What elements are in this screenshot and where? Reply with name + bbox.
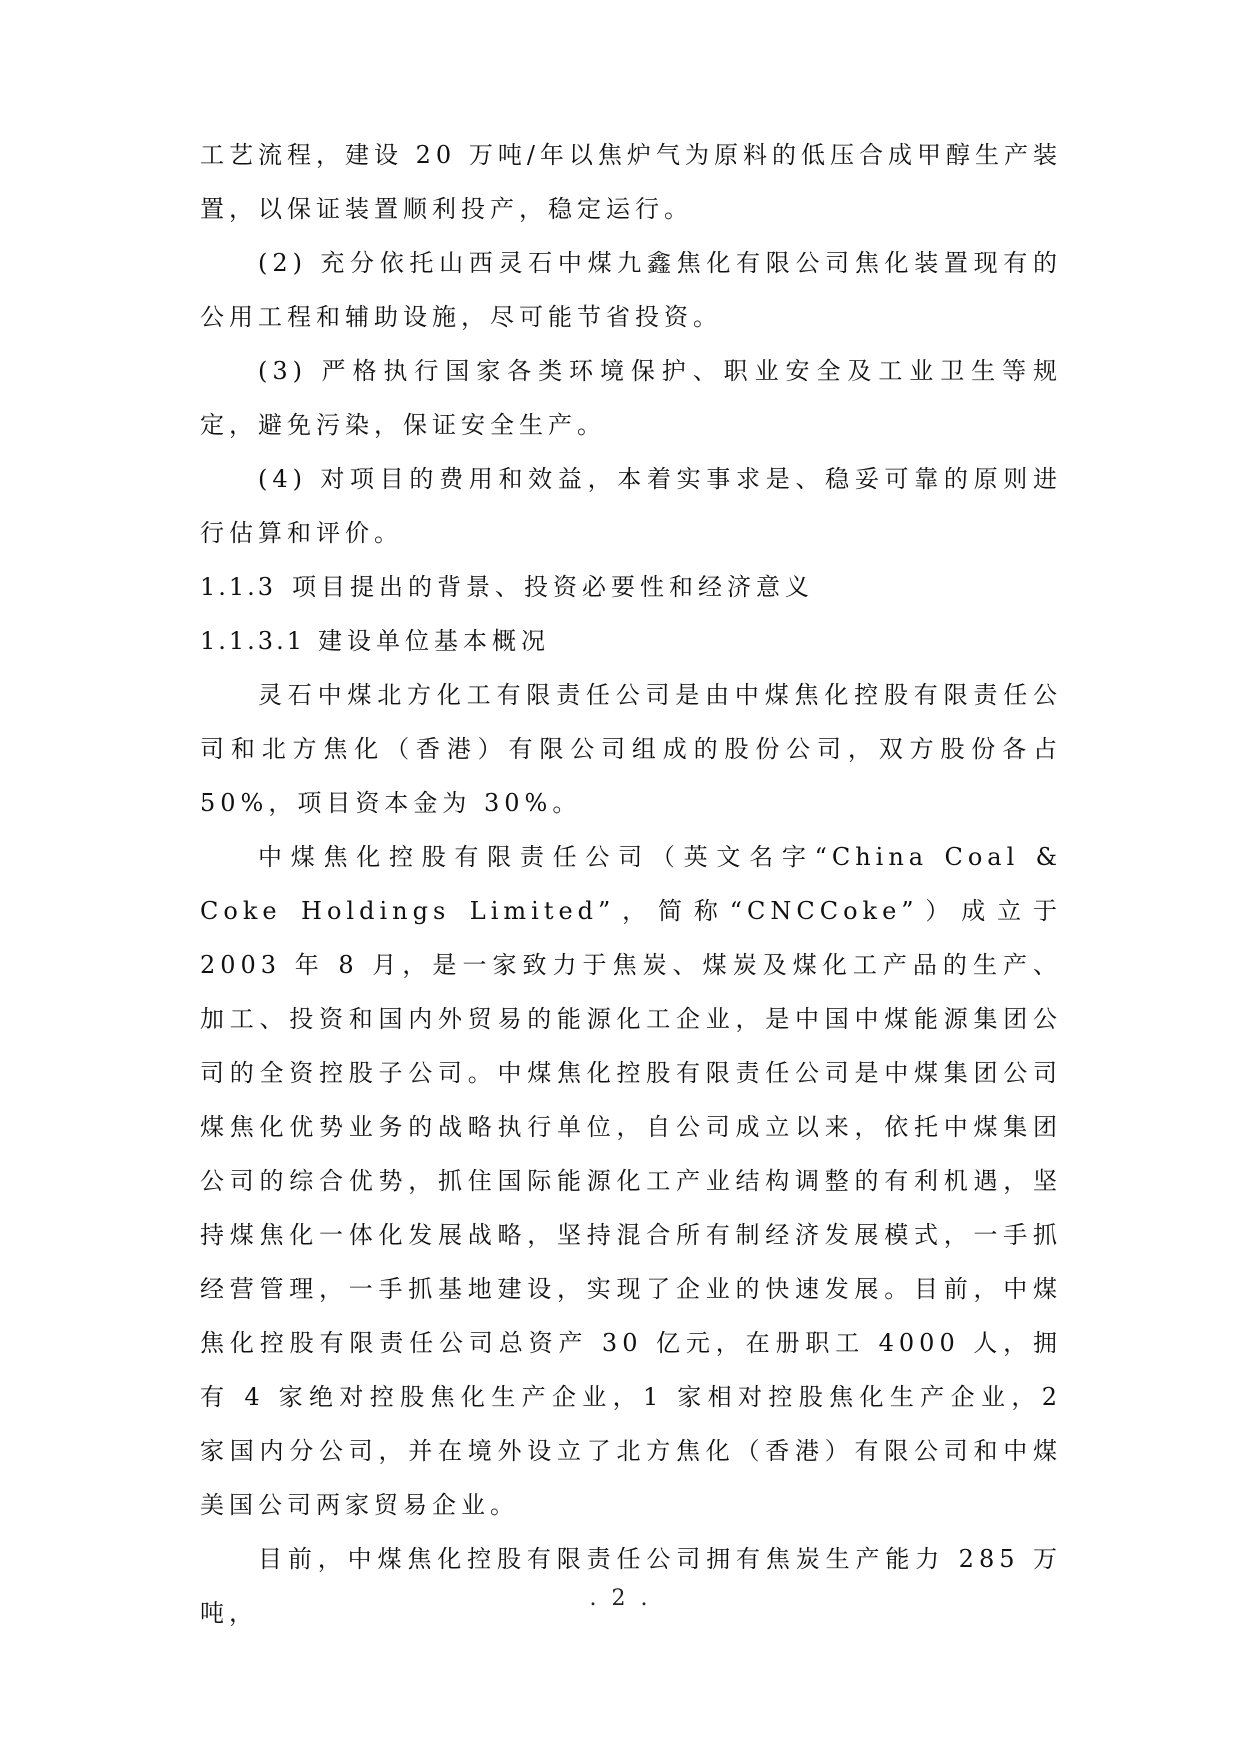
- section-number: 1.1.3: [200, 573, 277, 601]
- subsection-title: 建设单位基本概况: [318, 627, 550, 655]
- section-heading-1-1-3: [200, 560, 1062, 614]
- page-number: . 2 .: [589, 1586, 652, 1611]
- paragraph-capacity: 目前，中煤焦化控股有限责任公司拥有焦炭生产能力 285 万吨，: [200, 1545, 1062, 1627]
- subsection-number: 1.1.3.1: [200, 627, 305, 655]
- section-heading-1-1-3-1: [200, 614, 1062, 668]
- body-text: [200, 128, 1062, 1640]
- paragraph-item-4: (4) 对项目的费用和效益，本着实事求是、稳妥可靠的原则进行估算和评价。: [200, 465, 1062, 547]
- paragraph-item-3: (3) 严格执行国家各类环境保护、职业安全及工业卫生等规定，避免污染，保证安全生产。: [200, 357, 1062, 439]
- paragraph-company-overview: 灵石中煤北方化工有限责任公司是由中煤焦化控股有限责任公司和北方焦化（香港）有限公司组成的股份公司，双方股份各占 50%，项目资本金为 30%。: [200, 681, 1062, 817]
- paragraph-item-2: (2) 充分依托山西灵石中煤九鑫焦化有限公司焦化装置现有的公用工程和辅助设施，尽可能节省投资。: [200, 249, 1062, 331]
- paragraph-holding-company: 中煤焦化控股有限责任公司（英文名字“China Coal & Coke Holdings Limited”，简称“CNCCoke”）成立于 2003 年 8 月，是一家致力于焦炭、煤炭及煤化工产品的生产、加工、投资和国内外贸易的能源化工企业，是中国中煤能源集团公司的全资控股子公司。中煤焦化控股有限责任公司是中煤集团公司煤焦化优势业务的战略执行单位，自公司成立以来，依托中煤集团公司的综合优势，抓住国际能源化工产业结构调整的有利机遇，坚持煤焦化一体化发展战略，坚持混合所有制经济发展模式，一手抓经营管理，一手抓基地建设，实现了企业的快速发展。目前，中煤焦化控股有限责任公司总资产 30 亿元，在册职工 4000 人，拥有 4 家绝对控股焦化生产企业，1 家相对控股焦化生产企业，2 家国内分公司，并在境外设立了北方焦化（香港）有限公司和中煤美国公司两家贸易企业。: [200, 843, 1062, 1519]
- paragraph-continued: 工艺流程，建设 20 万吨/年以焦炉气为原料的低压合成甲醇生产装置，以保证装置顺利投产，稳定运行。: [200, 141, 1062, 223]
- section-title: 项目提出的背景、投资必要性和经济意义: [292, 573, 814, 601]
